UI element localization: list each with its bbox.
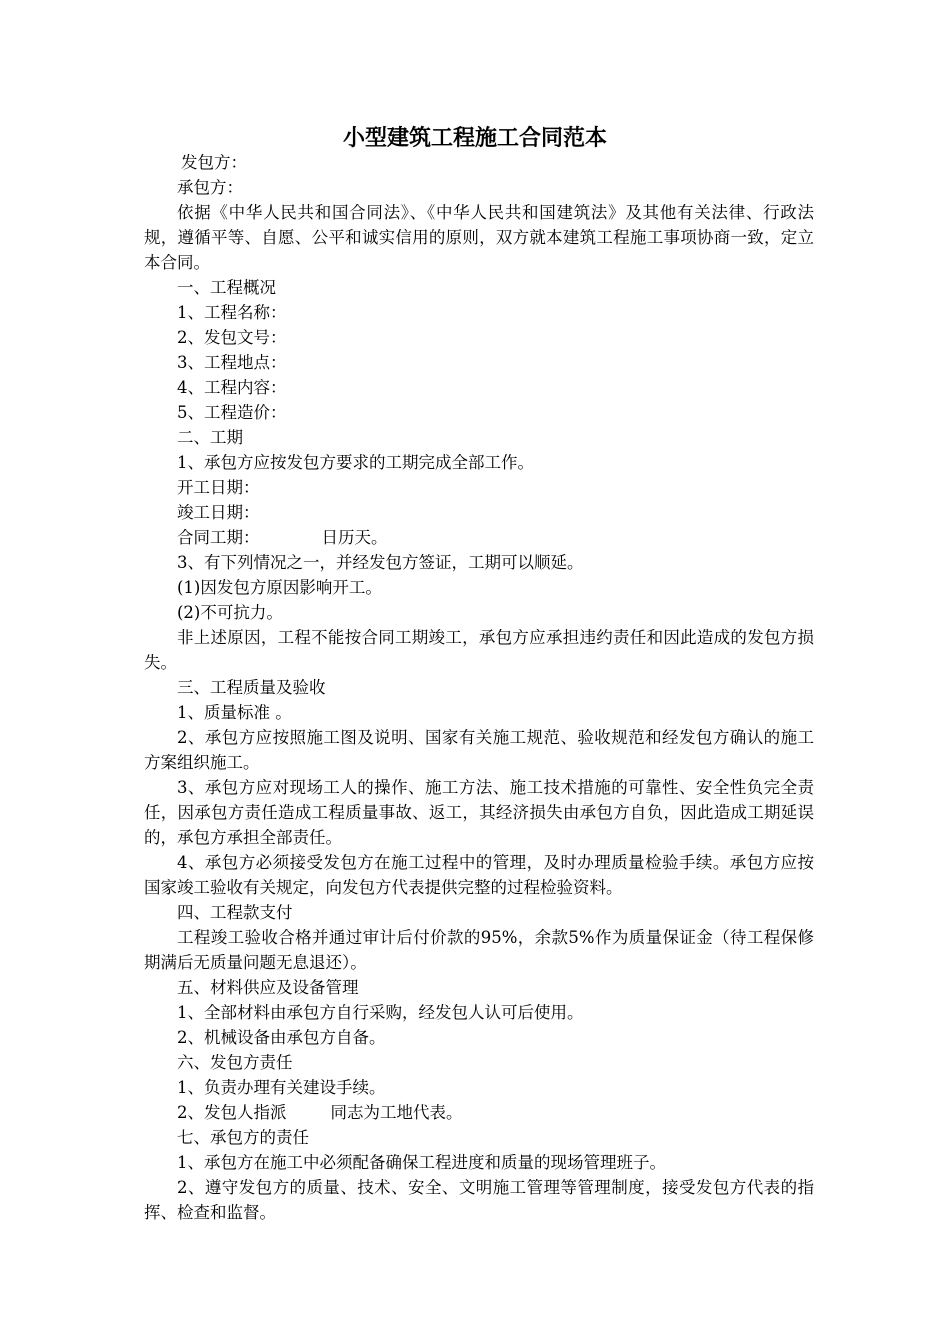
project-content-field: 4、工程内容： [177,378,287,397]
contract-period-label: 合同工期： [177,528,260,547]
section-3-heading: 三、工程质量及验收 [177,678,326,697]
duration-clause-3: 3、有下列情况之一，并经发包方签证，工期可以顺延。 [177,553,584,572]
payment-clause: 工程竣工验收合格并通过审计后付价款的95%，余款5%作为质量保证金（待工程保修期满后无质量问题无息退还）。 [144,928,814,972]
quality-clause-1: 1、质量标准 。 [177,703,292,722]
employer-field: 发包方： [181,153,247,172]
contractor-field: 承包方： [177,178,243,197]
section-1-heading: 一、工程概况 [177,278,276,297]
intro-paragraph: 依据《中华人民共和国合同法》、《中华人民共和国建筑法》及其他有关法律、行政法规，遵循平等、自愿、公平和诚实信用的原则，双方就本建筑工程施工事项协商一致，定立本合同。 [144,203,814,272]
section-5-heading: 五、材料供应及设备管理 [177,978,359,997]
delay-penalty-clause: 非上述原因，工程不能按合同工期竣工，承包方应承担违约责任和因此造成的发包方损失。 [144,628,814,672]
site-rep-post: 同志为工地代表。 [330,1103,463,1122]
extension-case-2: (2)不可抗力。 [177,603,283,622]
contractor-duty-2: 2、遵守发包方的质量、技术、安全、文明施工管理等管理制度，接受发包方代表的指挥、检查和监督。 [144,1178,814,1222]
contractor-duty-1: 1、承包方在施工中必须配备确保工程进度和质量的现场管理班子。 [177,1153,666,1172]
section-7-heading: 七、承包方的责任 [177,1128,309,1147]
project-location-field: 3、工程地点： [177,353,287,372]
site-rep-pre: 2、发包人指派 [177,1103,287,1122]
section-4-heading: 四、工程款支付 [177,903,293,922]
contract-number-field: 2、发包文号： [177,328,287,347]
contract-period-unit: 日历天。 [321,528,388,547]
employer-duty-2 [144,1100,814,1125]
employer-duty-1: 1、负责办理有关建设手续。 [177,1078,386,1097]
end-date-field: 竣工日期： [177,503,260,522]
document-body [144,150,814,1225]
document-title: 小型建筑工程施工合同范本 [342,125,607,151]
quality-clause-3: 3、承包方应对现场工人的操作、施工方法、施工技术措施的可靠性、安全性负完全责任，因承包方责任造成工程质量事故、返工，其经济损失由承包方自负，因此造成工期延误的，承包方承担全部责任。 [144,778,814,847]
materials-clause-2: 2、机械设备由承包方自备。 [177,1028,386,1047]
start-date-field: 开工日期： [177,478,260,497]
project-cost-field: 5、工程造价： [177,403,287,422]
project-name-field: 1、工程名称： [177,303,287,322]
quality-clause-2: 2、承包方应按照施工图及说明、国家有关施工规范、验收规范和经发包方确认的施工方案组织施工。 [144,728,814,772]
materials-clause-1: 1、全部材料由承包方自行采购，经发包人认可后使用。 [177,1003,584,1022]
contract-period-field [144,525,814,550]
quality-clause-4: 4、承包方必须接受发包方在施工过程中的管理，及时办理质量检验手续。承包方应按国家竣工验收有关规定，向发包方代表提供完整的过程检验资料。 [144,853,814,897]
section-2-heading: 二、工期 [177,428,243,447]
extension-case-1: (1)因发包方原因影响开工。 [177,578,382,597]
duration-clause-1: 1、承包方应按发包方要求的工期完成全部工作。 [177,453,534,472]
section-6-heading: 六、发包方责任 [177,1053,293,1072]
